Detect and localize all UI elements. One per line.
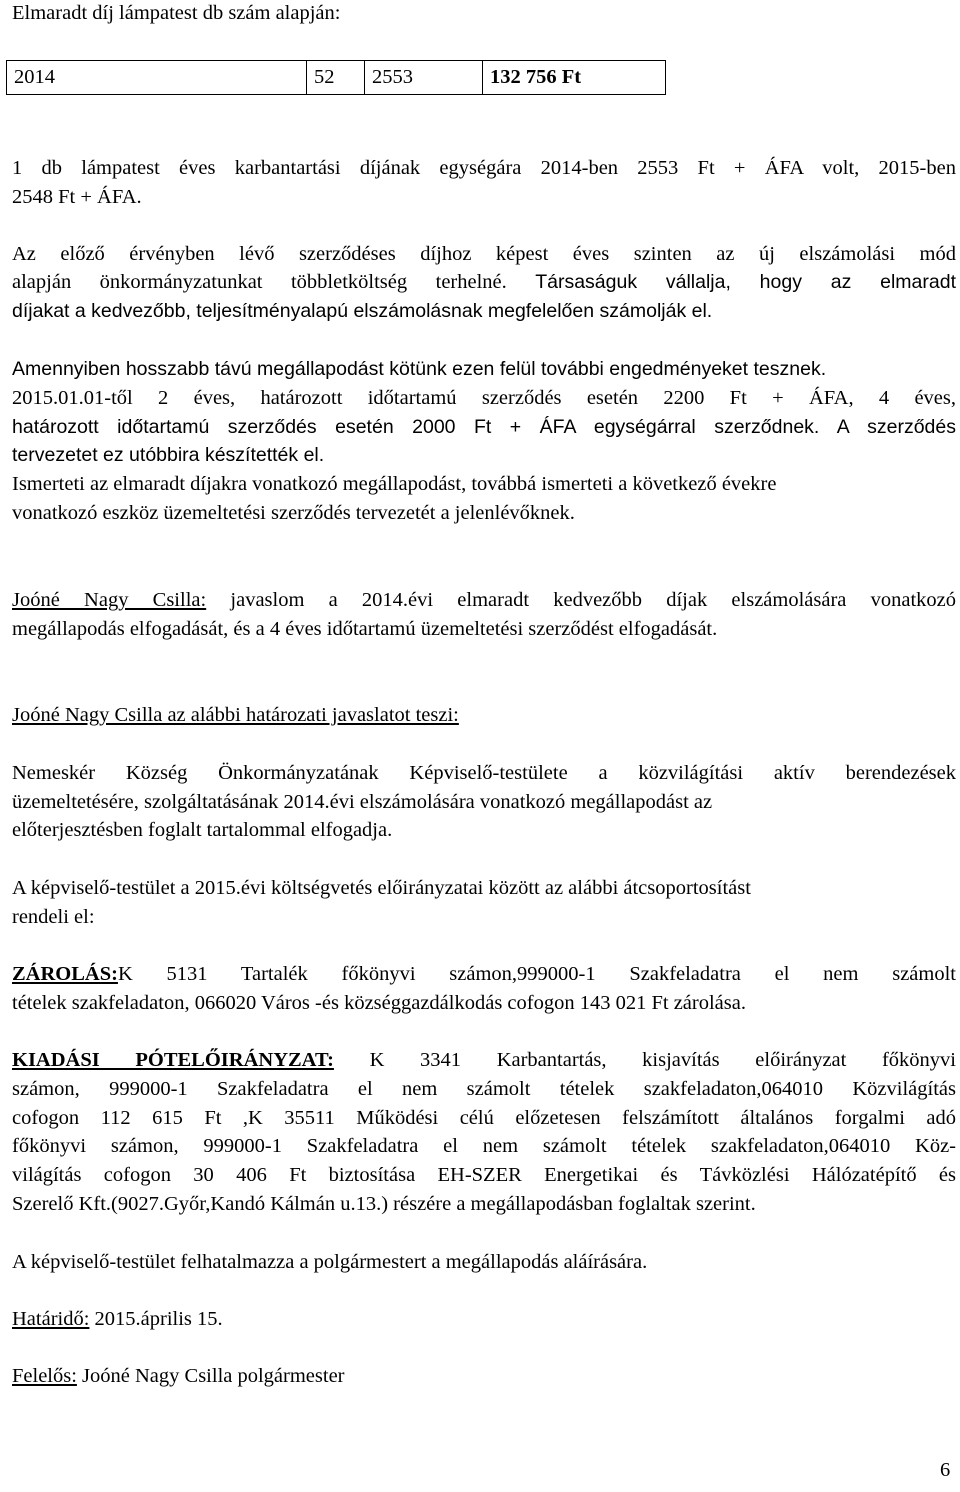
paragraph-line: Szerelő Kft.(9027.Győr,Kandó Kálmán u.13.) részére a megállapodásban foglaltak szerint.: [12, 1193, 756, 1215]
deadline-value: 2015.április 15.: [89, 1308, 223, 1330]
paragraph-text: K 5131 Tartalék főkönyvi számon,999000-1 Szakfeladatra el nem számolt: [117, 963, 956, 985]
table-cell-count: 52: [307, 61, 365, 95]
responsible: [12, 1362, 956, 1391]
paragraph-line: 2548 Ft + ÁFA.: [12, 186, 142, 208]
deadline: [12, 1305, 956, 1334]
paragraph-line: Ismerteti az elmaradt díjakra vonatkozó megállapodást, továbbá ismerteti a következő évekre: [12, 473, 777, 495]
paragraph-line: díjakat a kedvezőbb, teljesítményalapú elszámolásnak megfelelően számolják el.: [12, 300, 713, 322]
paragraph-line: rendeli el:: [12, 906, 95, 928]
lamp-table: [6, 60, 666, 95]
paragraph-line: Az előző érvényben lévő szerződéses díjhoz képest éves szinten az új elszámolási mód: [12, 243, 956, 265]
paragraph-line: 2015.01.01-től 2 éves, határozott időtartamú szerződés esetén 2200 Ft + ÁFA, 4 éves,: [12, 387, 956, 409]
table-cell-year: 2014: [7, 61, 307, 95]
paragraph-line: számon, 999000-1 Szakfeladatra el nem számolt tételek szakfeladaton,064010 Közvilágítás: [12, 1078, 956, 1100]
table-row: [7, 61, 666, 95]
paragraph-line: vonatkozó eszköz üzemeltetési szerződés tervezetét a jelenlévőknek.: [12, 502, 575, 524]
paragraph-line: [12, 960, 956, 989]
paragraph-text: javaslom a 2014.évi elmaradt kedvezőbb díjak elszámolására vonatkozó: [206, 589, 956, 611]
paragraph-line: tervezetet ez utóbbira készítették el.: [12, 444, 325, 466]
paragraph-line: A képviselő-testület felhatalmazza a polgármestert a megállapodás aláírására.: [12, 1251, 648, 1273]
speaker-name: Joóné Nagy Csilla:: [12, 589, 207, 611]
paragraph-line: főkönyvi számon, 999000-1 Szakfeladatra el nem számolt tételek szakfeladaton,064010 Köz-: [12, 1135, 956, 1157]
page-number: 6: [940, 1459, 951, 1481]
paragraph-text: alapján önkormányzatunkat többletköltség terhelné.: [12, 271, 507, 293]
paragraph-line: világítás cofogon 30 406 Ft biztosítása EH-SZER Energetikai és Távközlési Hálózatépítő és: [12, 1164, 956, 1186]
paragraph-line: A képviselő-testület a 2015.évi költségvetés előirányzatai között az alábbi átcsoportosítást: [12, 877, 751, 899]
paragraph-line: határozott időtartamú szerződés esetén 2000 Ft + ÁFA egységárral szerződnek. A szerződés: [12, 416, 956, 438]
paragraph-line: előterjesztésben foglalt tartalommal elfogadja.: [12, 819, 393, 841]
heading: Elmaradt díj lámpatest db szám alapján:: [12, 2, 341, 24]
paragraph-line: [12, 1046, 956, 1075]
paragraph-line: [12, 268, 956, 297]
deadline-label: Határidő:: [12, 1308, 90, 1330]
paragraph-line: cofogon 112 615 Ft ,K 35511 Működési célú előzetesen felszámított általános forgalmi adó: [12, 1107, 956, 1129]
paragraph-line: tételek szakfeladaton, 066020 Város -és községgazdálkodás cofogon 143 021 Ft zárolása.: [12, 992, 746, 1014]
resolution-heading: Joóné Nagy Csilla az alábbi határozati javaslatot teszi:: [12, 704, 459, 726]
block-label: ZÁROLÁS:: [12, 963, 118, 985]
paragraph-line: [12, 586, 956, 615]
table-cell-unit-price: 2553: [365, 61, 483, 95]
paragraph-line: Amennyiben hosszabb távú megállapodást kötünk ezen felül további engedményeket tesznek.: [12, 358, 827, 380]
paragraph-text: Társaságuk vállalja, hogy az elmaradt: [506, 271, 956, 293]
paragraph-line: megállapodás elfogadását, és a 4 éves időtartamú üzemeltetési szerződést elfogadását.: [12, 618, 718, 640]
paragraph-line: üzemeltetésére, szolgáltatásának 2014.évi elszámolására vonatkozó megállapodást az: [12, 791, 713, 813]
responsible-label: Felelős:: [12, 1365, 77, 1387]
responsible-value: Joóné Nagy Csilla polgármester: [76, 1365, 345, 1387]
paragraph-line: Nemeskér Község Önkormányzatának Képviselő-testülete a közvilágítási aktív berendezések: [12, 762, 956, 784]
paragraph-line: 1 db lámpatest éves karbantartási díjának egységára 2014-ben 2553 Ft + ÁFA volt, 2015-ben: [12, 157, 956, 179]
block-label: KIADÁSI PÓTELŐIRÁNYZAT:: [12, 1049, 334, 1071]
table-cell-total: 132 756 Ft: [483, 61, 666, 95]
paragraph-text: K 3341 Karbantartás, kisjavítás előirányzat főkönyvi: [333, 1049, 957, 1071]
